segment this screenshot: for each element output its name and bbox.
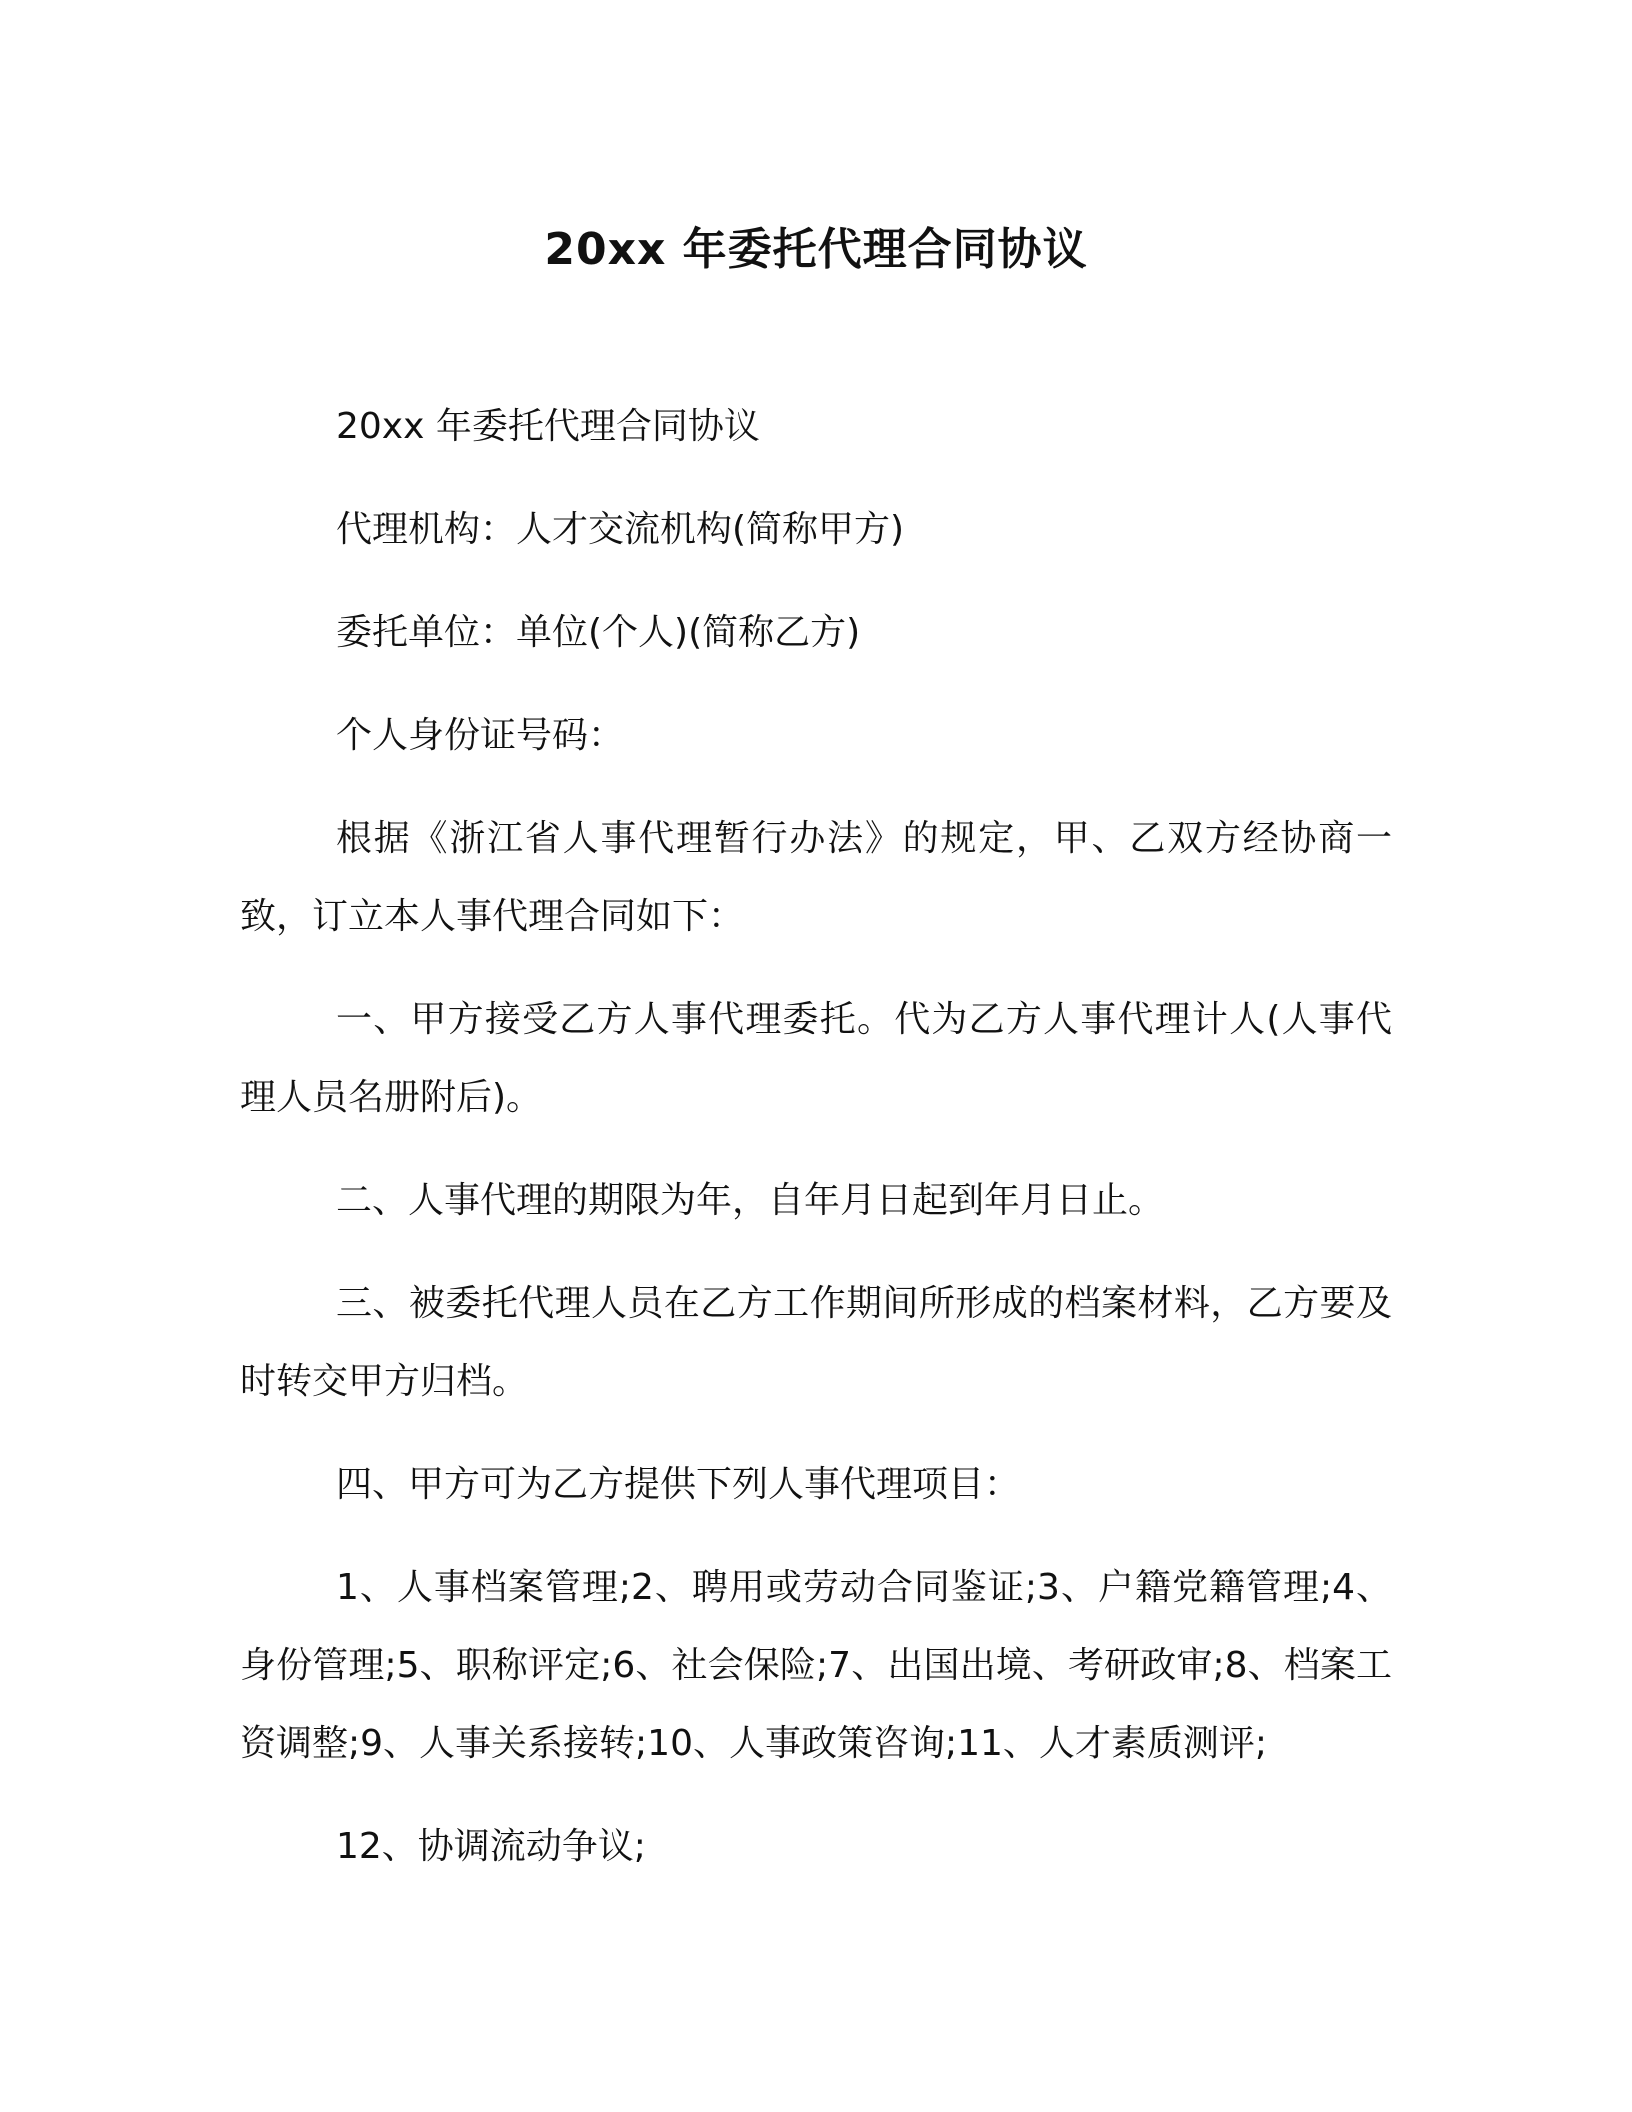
paragraph-client: 委托单位：单位(个人)(简称乙方) <box>336 612 861 653</box>
paragraph-clause-3: 三、被委托代理人员在乙方工作期间所形成的档案材料，乙方要及时转交甲方归档。 <box>240 1283 1392 1402</box>
paragraph-clause-1: 一、甲方接受乙方人事代理委托。代为乙方人事代理计人(人事代理人员名册附后)。 <box>240 999 1392 1118</box>
paragraph-heading: 20xx 年委托代理合同协议 <box>336 406 760 447</box>
document-body <box>240 388 1392 1911</box>
paragraph-agency: 代理机构：人才交流机构(简称甲方) <box>336 509 905 550</box>
paragraph-id-number: 个人身份证号码： <box>336 715 625 756</box>
document-title: 20xx 年委托代理合同协议 <box>544 224 1088 275</box>
paragraph-preamble: 根据《浙江省人事代理暂行办法》的规定，甲、乙双方经协商一致，订立本人事代理合同如下： <box>240 818 1392 937</box>
paragraph-clause-4: 四、甲方可为乙方提供下列人事代理项目： <box>336 1464 1021 1505</box>
paragraph-service-12: 12、协调流动争议; <box>336 1826 646 1867</box>
paragraph-service-list: 1、人事档案管理;2、聘用或劳动合同鉴证;3、户籍党籍管理;4、身份管理;5、职称评定;6、社会保险;7、出国出境、考研政审;8、档案工资调整;9、人事关系接转;10、人事政策咨询;11、人才素质测评; <box>240 1567 1392 1764</box>
paragraph-clause-2: 二、人事代理的期限为年，自年月日起到年月日止。 <box>336 1180 1165 1221</box>
